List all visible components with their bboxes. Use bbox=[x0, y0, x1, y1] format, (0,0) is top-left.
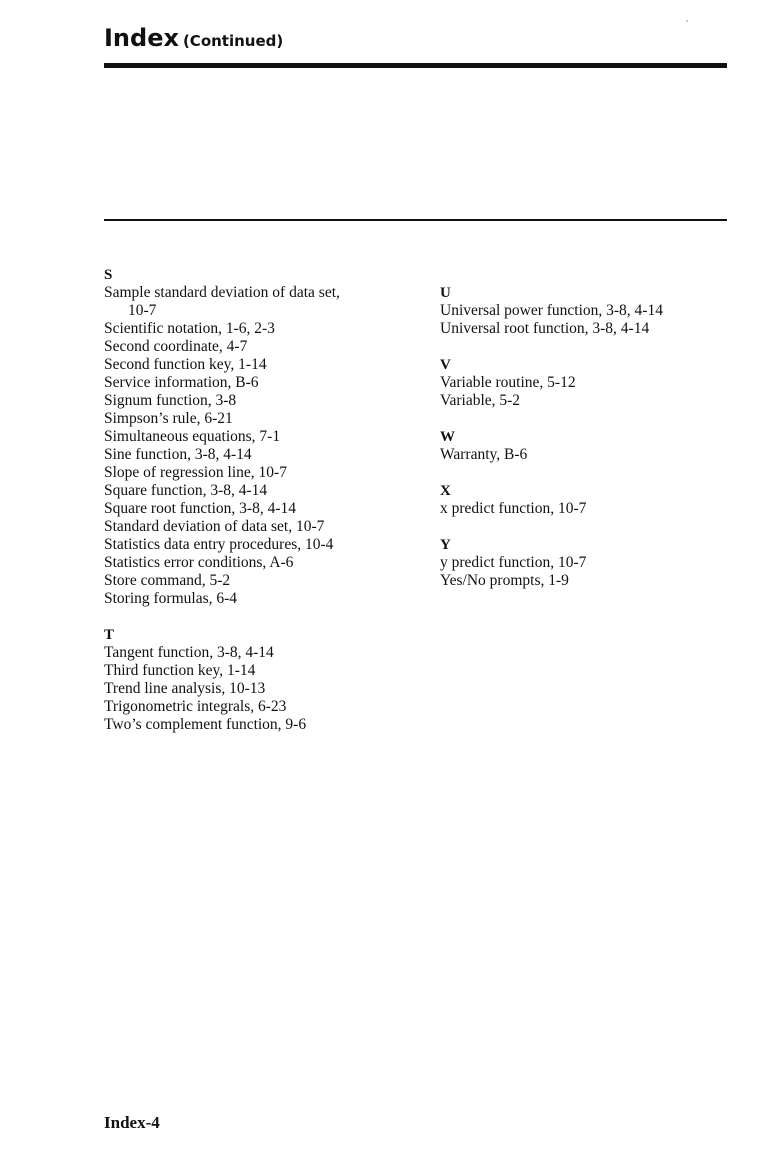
index-entry: Scientific notation, 1-6, 2-3 bbox=[104, 320, 275, 337]
section-rule bbox=[104, 219, 727, 221]
index-section-t bbox=[104, 626, 424, 734]
index-entry: Sample standard deviation of data set, bbox=[104, 284, 340, 301]
index-entry: Standard deviation of data set, 10-7 bbox=[104, 518, 325, 535]
index-entry: Second coordinate, 4-7 bbox=[104, 338, 248, 355]
index-section-s bbox=[104, 266, 424, 608]
index-section-u bbox=[440, 284, 740, 338]
index-entry: Storing formulas, 6-4 bbox=[104, 590, 238, 607]
index-entry: Yes/No prompts, 1-9 bbox=[440, 572, 569, 589]
index-section-y bbox=[440, 536, 740, 590]
section-letter: U bbox=[440, 285, 451, 301]
index-entry: Universal power function, 3-8, 4-14 bbox=[440, 302, 663, 319]
section-letter: T bbox=[104, 627, 115, 643]
index-entry: Signum function, 3-8 bbox=[104, 392, 237, 409]
index-entry: Variable routine, 5-12 bbox=[440, 374, 576, 391]
index-entry: Statistics data entry procedures, 10-4 bbox=[104, 536, 334, 553]
index-entry: Sine function, 3-8, 4-14 bbox=[104, 446, 252, 463]
index-entry-continuation: 10-7 bbox=[128, 302, 157, 319]
index-entry: Two’s complement function, 9-6 bbox=[104, 716, 307, 733]
index-entry: Universal root function, 3-8, 4-14 bbox=[440, 320, 650, 337]
index-entry: Square function, 3-8, 4-14 bbox=[104, 482, 268, 499]
index-entry: Variable, 5-2 bbox=[440, 392, 521, 409]
index-section-x bbox=[440, 482, 740, 518]
index-section-w bbox=[440, 428, 740, 464]
index-entry: x predict function, 10-7 bbox=[440, 500, 587, 517]
scan-speck bbox=[686, 20, 688, 22]
index-column-right bbox=[440, 284, 740, 608]
index-entry: Slope of regression line, 10-7 bbox=[104, 464, 287, 481]
index-entry: Service information, B-6 bbox=[104, 374, 259, 391]
index-entry: Third function key, 1-14 bbox=[104, 662, 256, 679]
header-rule bbox=[104, 63, 727, 68]
index-entry: Trigonometric integrals, 6-23 bbox=[104, 698, 287, 715]
index-column-left bbox=[104, 266, 424, 752]
section-letter: X bbox=[440, 483, 451, 499]
section-letter: Y bbox=[440, 537, 451, 553]
page-header bbox=[104, 24, 283, 52]
index-entry: Simultaneous equations, 7-1 bbox=[104, 428, 281, 445]
index-entry: Tangent function, 3-8, 4-14 bbox=[104, 644, 274, 661]
index-entry: Warranty, B-6 bbox=[440, 446, 528, 463]
section-letter: V bbox=[440, 357, 451, 373]
index-section-v bbox=[440, 356, 740, 410]
page-subtitle: (Continued) bbox=[182, 32, 284, 50]
index-entry: Trend line analysis, 10-13 bbox=[104, 680, 266, 697]
page-title: Index bbox=[104, 24, 179, 52]
index-entry: Statistics error conditions, A-6 bbox=[104, 554, 294, 571]
section-letter: S bbox=[104, 267, 113, 283]
index-entry: Second function key, 1-14 bbox=[104, 356, 267, 373]
index-entry: Square root function, 3-8, 4-14 bbox=[104, 500, 296, 517]
page-number: Index-4 bbox=[104, 1113, 160, 1132]
index-entry: y predict function, 10-7 bbox=[440, 554, 587, 571]
section-letter: W bbox=[440, 429, 455, 445]
index-entry: Simpson’s rule, 6-21 bbox=[104, 410, 233, 427]
index-entry: Store command, 5-2 bbox=[104, 572, 231, 589]
